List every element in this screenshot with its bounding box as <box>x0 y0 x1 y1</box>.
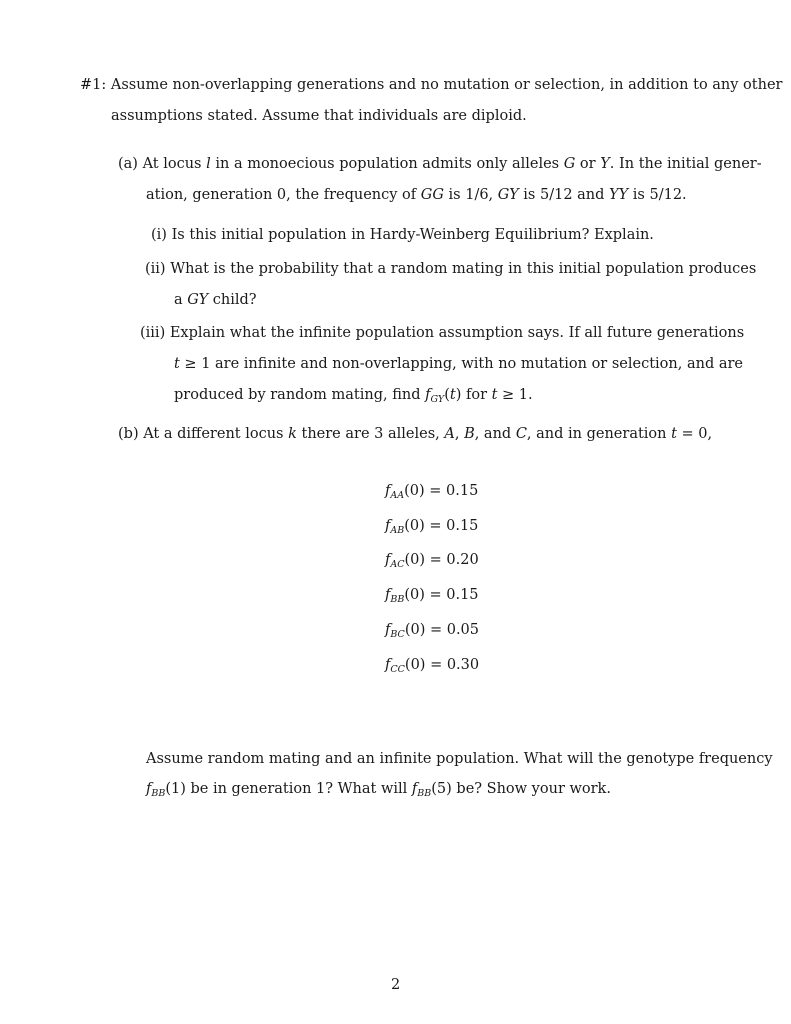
part-a-i-label: (i) <box>151 227 167 243</box>
equation-ab: $f_{AB}(0) = 0.15$ <box>385 518 479 536</box>
part-b-question-line-2: $f_{BB}(1)$ be in generation 1? What will $f_{BB}(5)$ be? Show your work. <box>146 781 611 799</box>
problem-number: #1: <box>80 77 107 93</box>
equation-cc: $f_{CC}(0) = 0.30$ <box>385 657 480 675</box>
part-a-ii-line-1: (ii) What is the probability that a random mating in this initial population produces <box>145 261 757 277</box>
part-a-iii-line-1: (iii) Explain what the infinite population assumption says. If all future generations <box>140 325 745 341</box>
part-a-iii-line-3: produced by random mating, find $f_{GY}(t)$ for t ≥ 1. <box>174 387 533 405</box>
equation-bb: $f_{BB}(0) = 0.15$ <box>385 587 479 605</box>
equation-ac: $f_{AC}(0) = 0.20$ <box>385 552 479 570</box>
part-a-i: (i) Is this initial population in Hardy-Weinberg Equilibrium? Explain. <box>151 227 654 243</box>
part-a-iii-line-2: t ≥ 1 are infinite and non-overlapping, with no mutation or selection, and are <box>174 356 743 372</box>
problem-intro-line-1: #1: Assume non-overlapping generations and no mutation or selection, in addition to any other <box>80 77 783 93</box>
part-a-line-2: ation, generation 0, the frequency of GG is 1/6, GY is 5/12 and YY is 5/12. <box>146 187 687 203</box>
part-a-iii-label: (iii) <box>140 325 166 341</box>
page-number: 2 <box>391 977 401 993</box>
part-a-ii-label: (ii) <box>145 261 166 277</box>
part-a-label: (a) <box>118 156 138 172</box>
part-b-label: (b) <box>118 426 139 442</box>
part-a-ii-line-2: a GY child? <box>174 292 257 308</box>
equation-aa: $f_{AA}(0) = 0.15$ <box>385 483 479 501</box>
part-a-line-1: (a) At locus l in a monoecious population admits only alleles G or Y. In the initial gener- <box>118 156 762 172</box>
part-b-line-1: (b) At a different locus k there are 3 alleles, A, B, and C, and in generation t = 0, <box>118 426 713 442</box>
equation-bc: $f_{BC}(0) = 0.05$ <box>385 622 480 640</box>
problem-intro-line-2: assumptions stated. Assume that individuals are diploid. <box>111 108 527 124</box>
part-b-question-line-1: Assume random mating and an infinite population. What will the genotype frequency <box>146 751 773 767</box>
